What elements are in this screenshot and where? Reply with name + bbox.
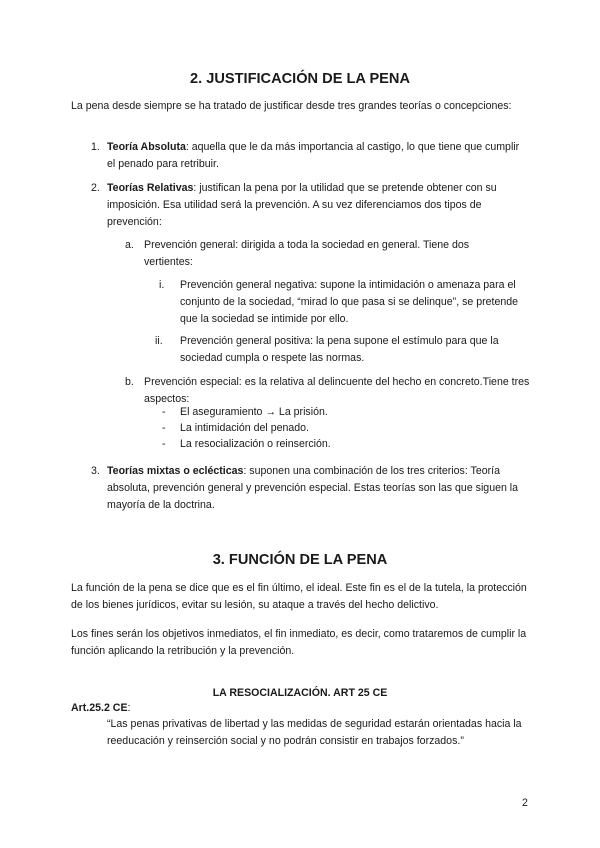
article-label-colon: : xyxy=(127,702,131,714)
term-description: : justifican la pena por la utilidad que se pretende obtener con su imposición. Esa utilidad será la prevención. A su vez diferenciamos dos tipos de prevención: xyxy=(107,182,497,228)
article-label-text: Art.25.2 CE xyxy=(71,702,128,714)
list-item-number: 3. xyxy=(91,465,100,477)
term-label: Teoría Absoluta xyxy=(107,141,186,153)
list-item-teorias-relativas xyxy=(107,180,535,231)
subsublist-item-positiva: Prevención general positiva: la pena supone el estímulo para que la sociedad cumpla o respete las normas. xyxy=(180,335,499,364)
subsublist-item-negativa: Prevención general negativa: supone la intimidación o amenaza para el conjunto de la sociedad, “mirad lo que pasa si se delinque”, se pretende que la sociedad se intimide por ello. xyxy=(180,279,519,325)
section-3-title: 3. FUNCIÓN DE LA PENA xyxy=(212,552,388,568)
article-quote: “Las penas privativas de libertad y las medidas de seguridad estarán orientadas hacia la reeducación y reinserción social y no podrán consistir en trabajos forzados.” xyxy=(107,718,522,747)
dash-bullet: - xyxy=(162,422,166,434)
list-item-number: 2. xyxy=(91,182,100,194)
section-2-intro: La pena desde siempre se ha tratado de justificar desde tres grandes teorías o concepciones: xyxy=(71,100,512,112)
article-label xyxy=(71,700,130,717)
term-description: : aquella que le da más importancia al castigo, lo que tiene que cumplir el penado para retribuir. xyxy=(107,141,520,170)
subsublist-marker: i. xyxy=(159,279,165,291)
list-item-teoria-absoluta xyxy=(107,139,527,173)
term-label: Teorías Relativas xyxy=(107,182,194,194)
sublist-marker: b. xyxy=(125,376,134,388)
subsublist-marker: ii. xyxy=(155,335,163,347)
bullet-text: El aseguramiento → La prisión. xyxy=(180,406,328,418)
list-item-teorias-mixtas xyxy=(107,463,532,514)
section-3-paragraph: Los fines serán los objetivos inmediatos, el fin inmediato, es decir, como trataremos de cumplir la función aplicando la retribución y la prevención. xyxy=(71,628,527,657)
term-label: Teorías mixtas o eclécticas xyxy=(107,465,244,477)
bullet-text: La intimidación del penado. xyxy=(180,422,309,434)
section-3-paragraph: La función de la pena se dice que es el fin último, el ideal. Este fin es el de la tutela, la protección de los bienes jurídicos, evitar su lesión, su ataque a través del hecho delictivo. xyxy=(71,582,527,611)
page-number: 2 xyxy=(522,797,528,809)
dash-bullet: - xyxy=(162,406,166,418)
sublist-item-prevencion-especial: Prevención especial: es la relativa al delincuente del hecho en concreto.Tiene tres aspectos: xyxy=(144,376,530,405)
section-2-title: 2. JUSTIFICACIÓN DE LA PENA xyxy=(189,71,410,87)
sublist-marker: a. xyxy=(125,239,134,251)
term-description: : suponen una combinación de los tres criterios: Teoría absoluta, prevención general y prevención especial. Estas teorías son las que siguen la mayoría de la doctrina. xyxy=(107,465,519,511)
dash-bullet: - xyxy=(162,438,166,450)
list-item-number: 1. xyxy=(91,141,100,153)
resocializacion-subheading: LA RESOCIALIZACIÓN. ART 25 CE xyxy=(212,687,388,699)
bullet-text: La resocialización o reinserción. xyxy=(180,438,331,450)
sublist-item-prevencion-general: Prevención general: dirigida a toda la sociedad en general. Tiene dos vertientes: xyxy=(144,239,470,268)
